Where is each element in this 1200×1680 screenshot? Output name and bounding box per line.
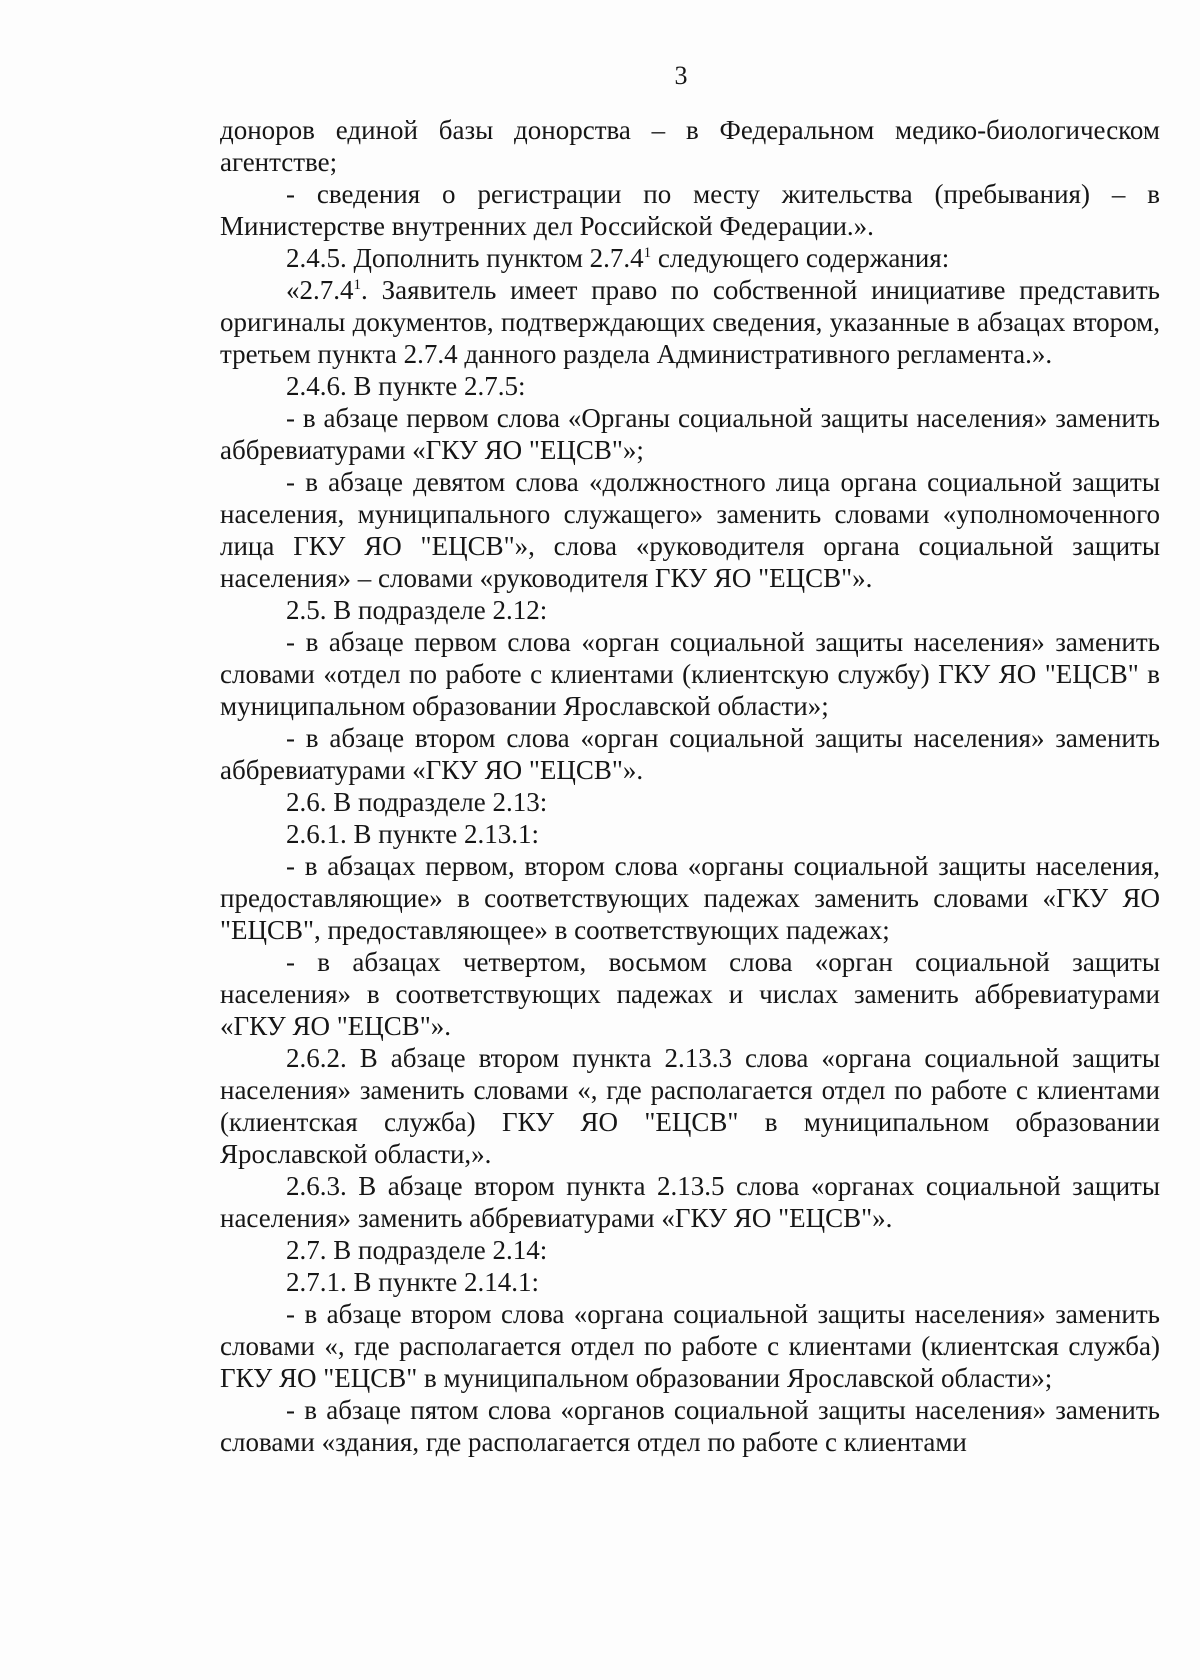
paragraph: 2.7. В подразделе 2.14:: [286, 1235, 548, 1265]
paragraph: - в абзаце втором слова «органа социальной защиты населения» заменить словами «, где располагается отдел по работе с клиентами (клиентская служба) ГКУ ЯО "ЕЦСВ" в муниципальном образовании Ярославской области»;: [220, 1299, 1160, 1393]
paragraph: 2.6.3. В абзаце втором пункта 2.13.5 слова «органах социальной защиты населения» заменить аббревиатурами «ГКУ ЯО "ЕЦСВ"».: [220, 1171, 1160, 1233]
paragraph: - в абзаце пятом слова «органов социальной защиты населения» заменить словами «здания, где располагается отдел по работе с клиентами: [220, 1395, 1160, 1457]
paragraph: 2.4.6. В пункте 2.7.5:: [286, 371, 526, 401]
paragraph: - в абзаце девятом слова «должностного лица органа социальной защиты населения, муниципального служащего» заменить словами «уполномоченного лица ГКУ ЯО "ЕЦСВ"», слова «руководителя органа социальной защиты населения» – словами «руководителя ГКУ ЯО "ЕЦСВ"».: [220, 467, 1160, 593]
paragraph: 2.7.1. В пункте 2.14.1:: [286, 1267, 539, 1297]
paragraph-text: . Заявитель имеет право по собственной инициативе представить оригиналы документов, подтверждающих сведения, указанные в абзацах втором, третьем пункта 2.7.4 данного раздела Административного регламента.».: [220, 275, 1160, 369]
paragraph: [220, 274, 1160, 370]
document-body: [220, 114, 1160, 1458]
paragraph: 2.5. В подразделе 2.12:: [286, 595, 548, 625]
paragraph-text: следующего содержания:: [651, 243, 950, 273]
paragraph-text: 2.4.5. Дополнить пунктом 2.7.4: [286, 243, 644, 273]
superscript: 1: [643, 245, 652, 261]
paragraph: - в абзаце первом слова «орган социальной защиты населения» заменить словами «отдел по работе с клиентами (клиентскую службу) ГКУ ЯО "ЕЦСВ" в муниципальном образовании Ярославской области»;: [220, 627, 1160, 721]
paragraph: 2.6. В подразделе 2.13:: [286, 787, 548, 817]
paragraph: 2.6.2. В абзаце втором пункта 2.13.3 слова «органа социальной защиты населения» заменить словами «, где располагается отдел по работе с клиентами (клиентская служба) ГКУ ЯО "ЕЦСВ" в муниципальном образовании Ярославской области,».: [220, 1043, 1160, 1169]
page-number: 3: [674, 61, 688, 90]
paragraph: 2.6.1. В пункте 2.13.1:: [286, 819, 539, 849]
superscript: 1: [353, 277, 361, 293]
paragraph: - сведения о регистрации по месту жительства (пребывания) – в Министерстве внутренних дел Российской Федерации.».: [220, 179, 1160, 241]
paragraph: - в абзацах первом, втором слова «органы социальной защиты населения, предоставляющие» в соответствующих падежах заменить словами «ГКУ ЯО "ЕЦСВ", предоставляющее» в соответствующих падежах;: [220, 851, 1160, 945]
paragraph: [220, 242, 1160, 274]
paragraph: доноров единой базы донорства – в Федеральном медико-биологическом агентстве;: [220, 115, 1160, 177]
paragraph: - в абзаце втором слова «орган социальной защиты населения» заменить аббревиатурами «ГКУ ЯО "ЕЦСВ"».: [220, 723, 1160, 785]
paragraph-text: «2.7.4: [286, 275, 354, 305]
paragraph: - в абзацах четвертом, восьмом слова «орган социальной защиты населения» в соответствующих падежах и числах заменить аббревиатурами «ГКУ ЯО "ЕЦСВ"».: [220, 947, 1160, 1041]
paragraph: - в абзаце первом слова «Органы социальной защиты населения» заменить аббревиатурами «ГКУ ЯО "ЕЦСВ"»;: [220, 403, 1160, 465]
